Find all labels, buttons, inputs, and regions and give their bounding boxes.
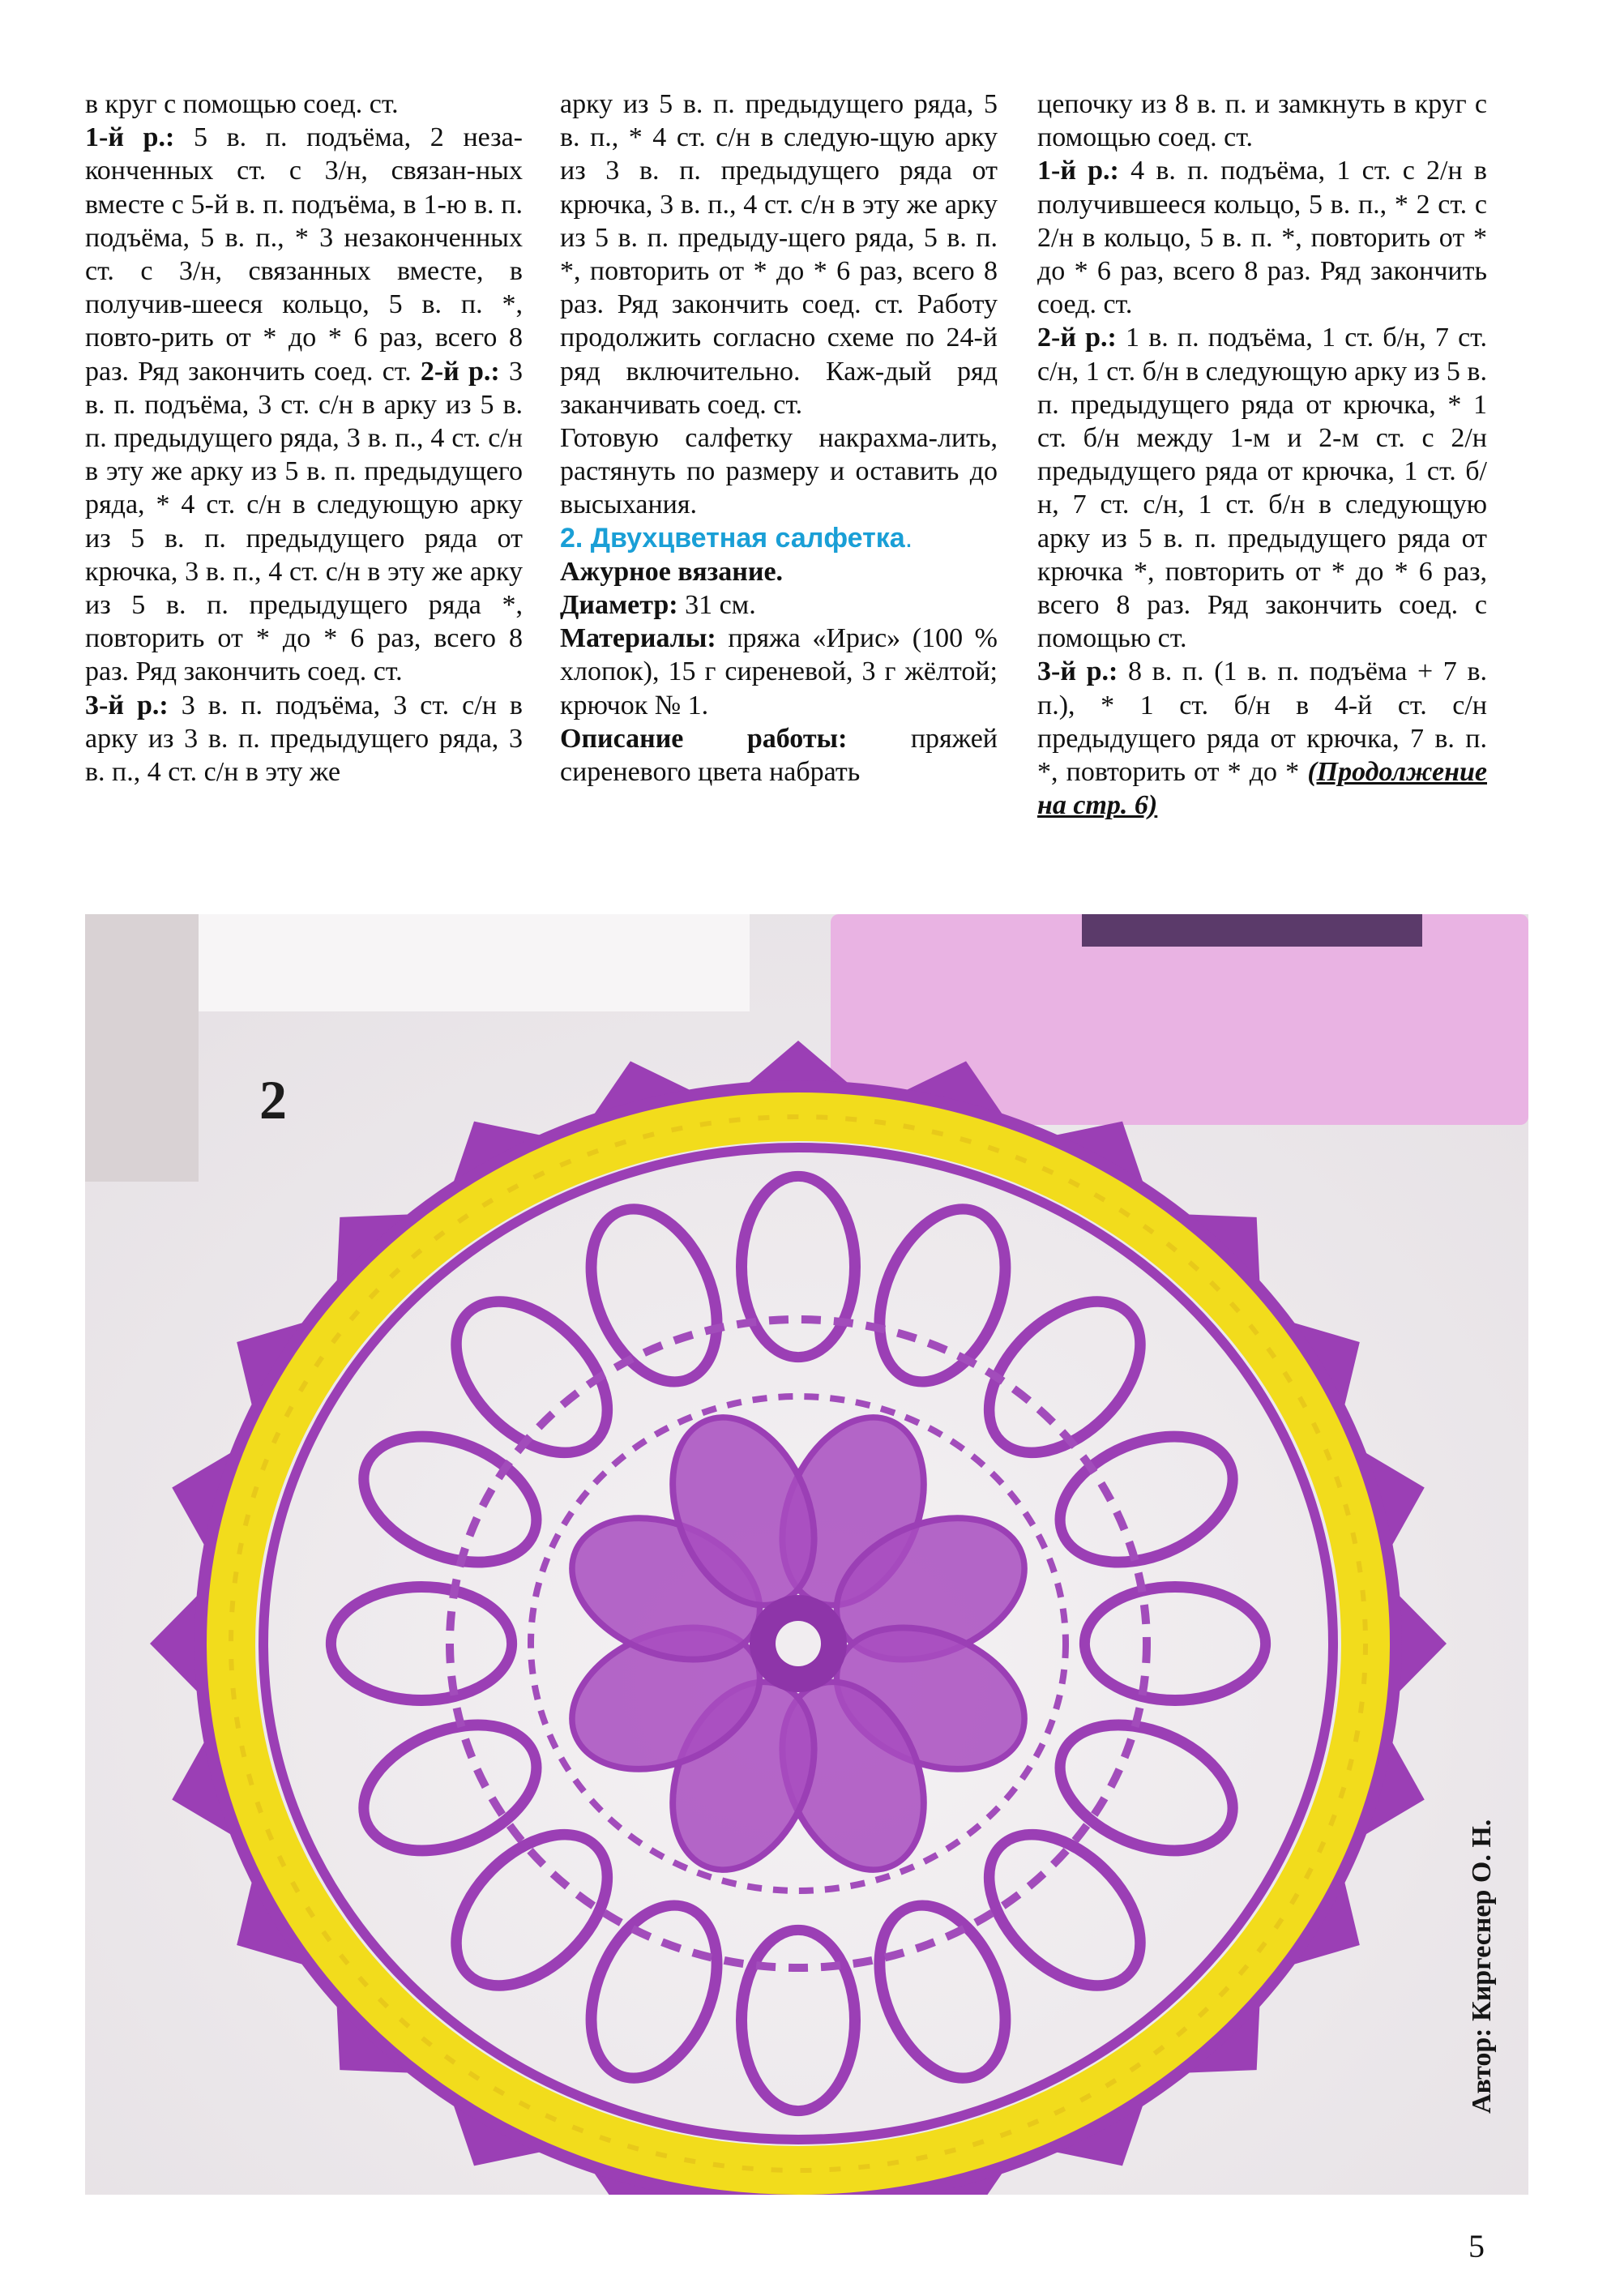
row-3-instruction: 3-й р.: 8 в. п. (1 в. п. подъёма + 7 в. п.), * 1 ст. б/н в 4-й ст. с/н предыдущего ряда от крючка, 7 в. п. *, повторить от * до * (Продолжение на стр. 6) [1037, 656, 1488, 821]
description: Описание работы: пряжей сиреневого цвета набрать [560, 723, 998, 788]
row-1-instruction: 1-й р.: 5 в. п. подъёма, 2 неза-конченных ст. с 3/н, связан-ных вместе с 5-й в. п. подъёма, в 1-ю в. п. подъёма, 5 в. п., * 3 незаконченных ст. с 3/н, связанных вместе, в получив-шееся кольцо, 5 в. п. *, повто-рить от * до * 6 раз, всего 8 раз. Ряд закончить соед. ст. 2-й р.: 3 в. п. подъёма, 3 ст. с/н в арку из 5 в. п. предыдущего ряда, 3 в. п., 4 ст. с/н в эту же арку из 5 в. п. предыдущего ряда, * 4 ст. с/н в следующую арку из 5 в. п. предыдущего ряда от крючка, 3 в. п., 4 ст. с/н в эту же арку из 5 в. п. предыдущего ряда *, повторить от * до * 6 раз, всего 8 раз. Ряд закончить соед. ст. [85, 122, 523, 687]
paragraph: в круг с помощью соед. ст. [85, 89, 399, 119]
photo-number: 2 [259, 1069, 287, 1131]
text-column-2 [560, 88, 998, 789]
page-number: 5 [1468, 2228, 1485, 2264]
paragraph: Готовую салфетку накрахма-лить, растянуть по размеру и оставить до высыхания. [560, 423, 998, 520]
technique: Ажурное вязание. [560, 556, 784, 587]
row-2-instruction: 2-й р.: 1 в. п. подъёма, 1 ст. б/н, 7 ст. с/н, 1 ст. б/н в следующую арку из 5 в. п. предыдущего ряда от крючка, * 1 ст. б/н между 1-м и 2-м ст. с 2/н предыдущего ряда от крючка, 1 ст. б/н, 7 ст. с/н, 1 ст. б/н в следующую арку из 5 в. п. предыдущего ряда от крючка *, повторить от * до * 6 раз, всего 8 раз. Ряд закончить соед. с помощью ст. [1037, 323, 1487, 654]
section-heading: 2. Двухцветная салфетка. [560, 522, 913, 554]
text-column-1 [85, 88, 523, 789]
doily-photo [85, 914, 1528, 2195]
box-object [85, 914, 199, 1182]
author-credit: Автор: Киргеснер О. Н. [1467, 1819, 1497, 2114]
doily-illustration [85, 914, 1528, 2195]
text-column-3 [1037, 88, 1487, 822]
paragraph: арку из 5 в. п. предыдущего ряда, 5 в. п., * 4 ст. с/н в следую-щую арку из 3 в. п. предыдущего ряда от крючка, 3 в. п., 4 ст. с/н в эту же арку из 5 в. п. предыду-щего ряда, 5 в. п. *, повторить от * до * 6 раз, всего 8 раз. Ряд закончить соед. ст. Работу продолжить согласно схеме по 24-й ряд включительно. Каж-дый ряд заканчивать соед. ст. [560, 89, 998, 420]
frame-picture [1082, 914, 1422, 947]
row-1-instruction: 1-й р.: 4 в. п. подъёма, 1 ст. с 2/н в получившееся кольцо, 5 в. п., * 2 ст. с 2/н в кольцо, 5 в. п. *, повторить от * до * 6 раз, всего 8 раз. Ряд закончить соед. ст. [1037, 156, 1487, 320]
diameter: Диаметр: 31 см. [560, 590, 756, 621]
continuation-link[interactable]: (Продолжение на стр. 6) [1037, 757, 1487, 821]
row-3-instruction: 3-й р.: 3 в. п. подъёма, 3 ст. с/н в арку из 3 в. п. предыдущего ряда, 3 в. п., 4 ст. с/н в эту же [85, 690, 523, 788]
paragraph: цепочку из 8 в. п. и замкнуть в круг с помощью соед. ст. [1037, 89, 1487, 153]
materials: Материалы: пряжа «Ирис» (100 % хлопок), 15 г сиреневой, 3 г жёлтой; крючок № 1. [560, 623, 998, 720]
